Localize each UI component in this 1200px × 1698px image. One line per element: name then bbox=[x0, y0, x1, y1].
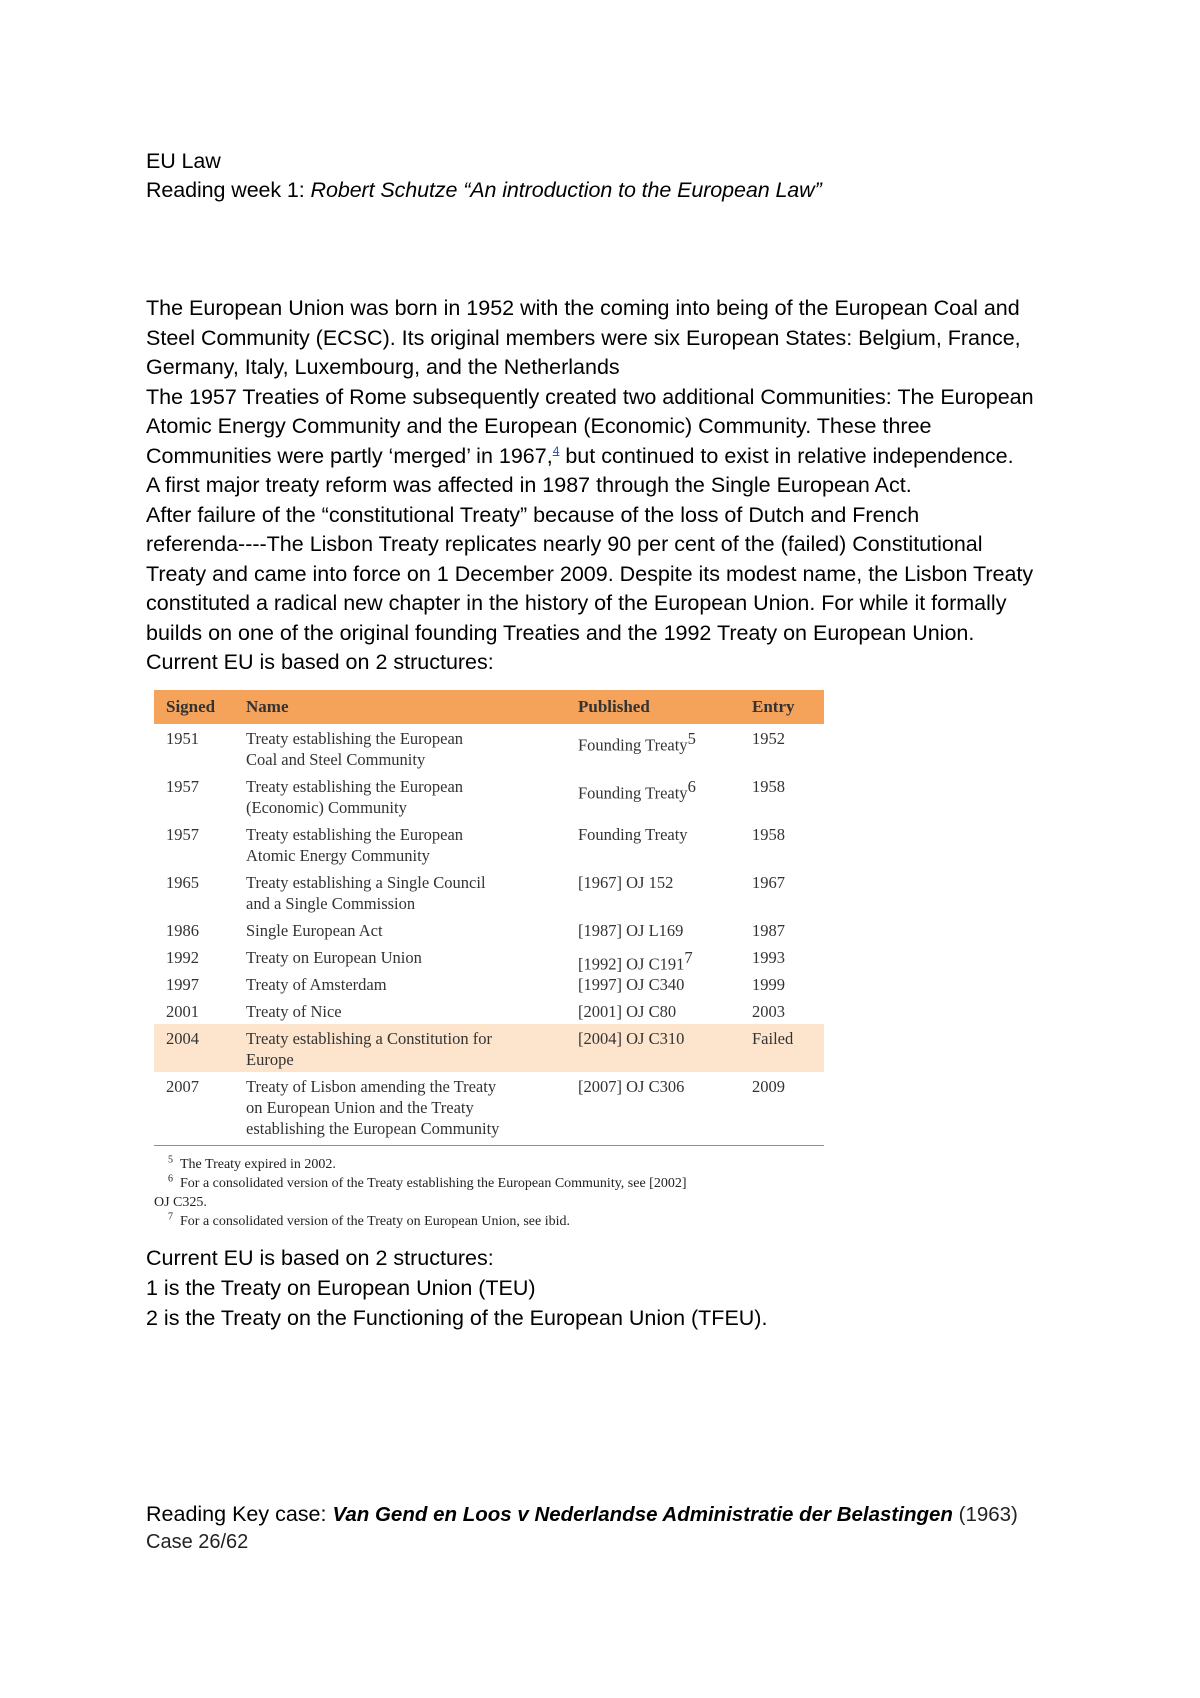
cell-published bbox=[578, 974, 684, 995]
table-row bbox=[154, 724, 824, 772]
cell-published bbox=[578, 920, 683, 941]
cell-entry: 1958 bbox=[752, 825, 785, 844]
cell-name-line: (Economic) Community bbox=[246, 798, 407, 817]
column-header-published: Published bbox=[578, 697, 650, 716]
table-body bbox=[154, 724, 824, 1141]
cell-signed: 1965 bbox=[166, 873, 199, 892]
cell-name-line: and a Single Commission bbox=[246, 894, 416, 913]
cell-published-text: [2001] OJ C80 bbox=[578, 1002, 677, 1021]
cell-entry: 2003 bbox=[752, 1002, 785, 1021]
cell-signed: 1957 bbox=[166, 777, 199, 796]
cell-published bbox=[578, 1028, 684, 1049]
column-header-signed: Signed bbox=[166, 697, 216, 716]
reading-line bbox=[146, 176, 822, 206]
merged-line-after: but continued to exist in relative independence. bbox=[559, 443, 1014, 468]
cell-published-text: [1987] OJ L169 bbox=[578, 921, 684, 940]
cell-signed: 1997 bbox=[166, 975, 199, 994]
body-line: The European Union was born in 1952 with the coming into being of the European Coal and bbox=[146, 296, 1020, 320]
cell-published bbox=[578, 1076, 684, 1097]
footnote-text: The Treaty expired in 2002. bbox=[180, 1157, 336, 1172]
body-line: After failure of the “constitutional Treaty” because of the loss of Dutch and French bbox=[146, 502, 920, 527]
body-line: Atomic Energy Community and the European (Economic) Community. These three bbox=[146, 414, 932, 438]
body-line: builds on one of the original founding Treaties and the 1992 Treaty on European Union. bbox=[146, 620, 975, 645]
cell-entry: 1958 bbox=[752, 777, 785, 796]
cell-entry: Failed bbox=[752, 1029, 794, 1048]
footnote-number: 6 bbox=[168, 1173, 173, 1185]
cell-entry: 1999 bbox=[752, 975, 785, 994]
cell-name-line: Treaty establishing a Single Council bbox=[246, 873, 486, 892]
cell-signed: 1951 bbox=[166, 729, 199, 748]
treaties-table bbox=[154, 690, 824, 1141]
cell-published bbox=[578, 1001, 676, 1022]
cell-published-text: [1992] OJ C191 bbox=[578, 954, 685, 974]
table-row bbox=[154, 1072, 824, 1141]
footnote-text: For a consolidated version of the Treaty establishing the European Community, see [2002] bbox=[180, 1176, 687, 1191]
table-footnote bbox=[168, 1156, 336, 1174]
cell-name-line: Treaty establishing a Constitution for bbox=[246, 1029, 492, 1048]
cell-published-footnote: 7 bbox=[684, 948, 693, 967]
cell-signed: 2007 bbox=[166, 1077, 199, 1096]
reading-source: Robert Schutze “An introduction to the European Law” bbox=[310, 178, 822, 202]
key-case-year: (1963) bbox=[952, 1503, 1018, 1526]
footnote-number: 5 bbox=[168, 1154, 173, 1166]
cell-name-line: Treaty on European Union bbox=[246, 948, 422, 967]
cell-published-text: [1997] OJ C340 bbox=[578, 975, 685, 994]
cell-name-line: establishing the European Community bbox=[246, 1119, 500, 1138]
cell-name-line: Treaty of Lisbon amending the Treaty bbox=[246, 1077, 497, 1096]
cell-signed: 1986 bbox=[166, 921, 199, 940]
footnote-text: For a consolidated version of the Treaty on European Union, see ibid. bbox=[180, 1214, 570, 1229]
table-bottom-rule bbox=[154, 1145, 824, 1146]
cell-signed: 1992 bbox=[166, 948, 199, 967]
column-header-name: Name bbox=[246, 697, 289, 716]
structure-item: 1 is the Treaty on European Union (TEU) bbox=[146, 1276, 536, 1300]
table-footnote bbox=[168, 1175, 687, 1193]
body-line: Germany, Italy, Luxembourg, and the Netherlands bbox=[146, 355, 620, 379]
table-row bbox=[154, 1024, 824, 1072]
body-line: referenda----The Lisbon Treaty replicates nearly 90 per cent of the (failed) Constitutional bbox=[146, 532, 983, 556]
document-title: EU Law bbox=[146, 149, 221, 173]
cell-published bbox=[578, 728, 696, 756]
structure-item: 2 is the Treaty on the Functioning of the European Union (TFEU). bbox=[146, 1306, 768, 1330]
key-case-title: Van Gend en Loos v Nederlandse Administratie der Belastingen bbox=[332, 1503, 953, 1526]
cell-published-text: [1967] OJ 152 bbox=[578, 873, 674, 892]
intro-paragraph bbox=[146, 294, 1076, 678]
footnote-number: 7 bbox=[168, 1211, 173, 1223]
cell-name-line: Coal and Steel Community bbox=[246, 750, 426, 769]
cell-signed: 2004 bbox=[166, 1029, 199, 1048]
table-row bbox=[154, 868, 824, 916]
table-row bbox=[154, 916, 824, 943]
table-row bbox=[154, 997, 824, 1024]
cell-name-line: Europe bbox=[246, 1050, 294, 1069]
cell-name-line: Treaty of Amsterdam bbox=[246, 975, 387, 994]
body-line: Treaty and came into force on 1 December 2009. Despite its modest name, the Lisbon Treaty bbox=[146, 561, 1034, 586]
table-footnote-continuation: OJ C325. bbox=[154, 1195, 207, 1210]
table-row bbox=[154, 772, 824, 820]
cell-entry: 1987 bbox=[752, 921, 785, 940]
cell-entry: 1952 bbox=[752, 729, 785, 748]
cell-name-line: Treaty establishing the European bbox=[246, 777, 464, 796]
structures-list bbox=[146, 1243, 767, 1333]
cell-published bbox=[578, 824, 688, 845]
cell-published-footnote: 5 bbox=[687, 729, 696, 748]
table-row bbox=[154, 970, 824, 997]
body-line: constituted a radical new chapter in the history of the European Union. For while it formally bbox=[146, 591, 1007, 615]
cell-name-line: Atomic Energy Community bbox=[246, 846, 430, 865]
cell-published bbox=[578, 872, 673, 893]
body-line: Current EU is based on 2 structures: bbox=[146, 650, 494, 674]
cell-name-line: Treaty of Nice bbox=[246, 1002, 342, 1021]
cell-published-footnote: 6 bbox=[687, 777, 696, 796]
cell-name-line: Treaty establishing the European bbox=[246, 825, 464, 844]
cell-entry: 2009 bbox=[752, 1077, 785, 1096]
table-row bbox=[154, 943, 824, 974]
body-line: The 1957 Treaties of Rome subsequently created two additional Communities: The European bbox=[146, 384, 1034, 409]
cell-entry: 1993 bbox=[752, 948, 785, 967]
key-case-label: Reading Key case: bbox=[146, 1502, 333, 1526]
cell-signed: 2001 bbox=[166, 1002, 199, 1021]
merged-line-before: Communities were partly ‘merged’ in 1967, bbox=[146, 443, 553, 468]
key-case-line bbox=[146, 1500, 1018, 1529]
structures-heading: Current EU is based on 2 structures: bbox=[146, 1246, 494, 1270]
table-footnote bbox=[168, 1213, 570, 1231]
body-line bbox=[146, 442, 1076, 472]
cell-published-text: Founding Treaty bbox=[578, 783, 688, 803]
body-line: A first major treaty reform was affected in 1987 through the Single European Act. bbox=[146, 473, 912, 497]
table-row bbox=[154, 820, 824, 868]
cell-name-line: Single European Act bbox=[246, 921, 383, 940]
cell-published-text: Founding Treaty bbox=[578, 825, 688, 844]
table-header-row bbox=[154, 690, 824, 724]
cell-published-text: [2004] OJ C310 bbox=[578, 1029, 685, 1048]
case-number: Case 26/62 bbox=[146, 1531, 249, 1553]
footnote-reference-link[interactable]: 4 bbox=[552, 443, 560, 458]
cell-entry: 1967 bbox=[752, 873, 785, 892]
cell-name-line: Treaty establishing the European bbox=[246, 729, 464, 748]
column-header-entry: Entry bbox=[752, 697, 795, 716]
cell-published-text: Founding Treaty bbox=[578, 735, 688, 755]
cell-signed: 1957 bbox=[166, 825, 199, 844]
body-line: Steel Community (ECSC). Its original members were six European States: Belgium, France, bbox=[146, 325, 1021, 350]
cell-published bbox=[578, 776, 696, 804]
reading-label: Reading week 1: bbox=[146, 178, 311, 202]
cell-published-text: [2007] OJ C306 bbox=[578, 1077, 685, 1096]
cell-name-line: on European Union and the Treaty bbox=[246, 1098, 474, 1117]
